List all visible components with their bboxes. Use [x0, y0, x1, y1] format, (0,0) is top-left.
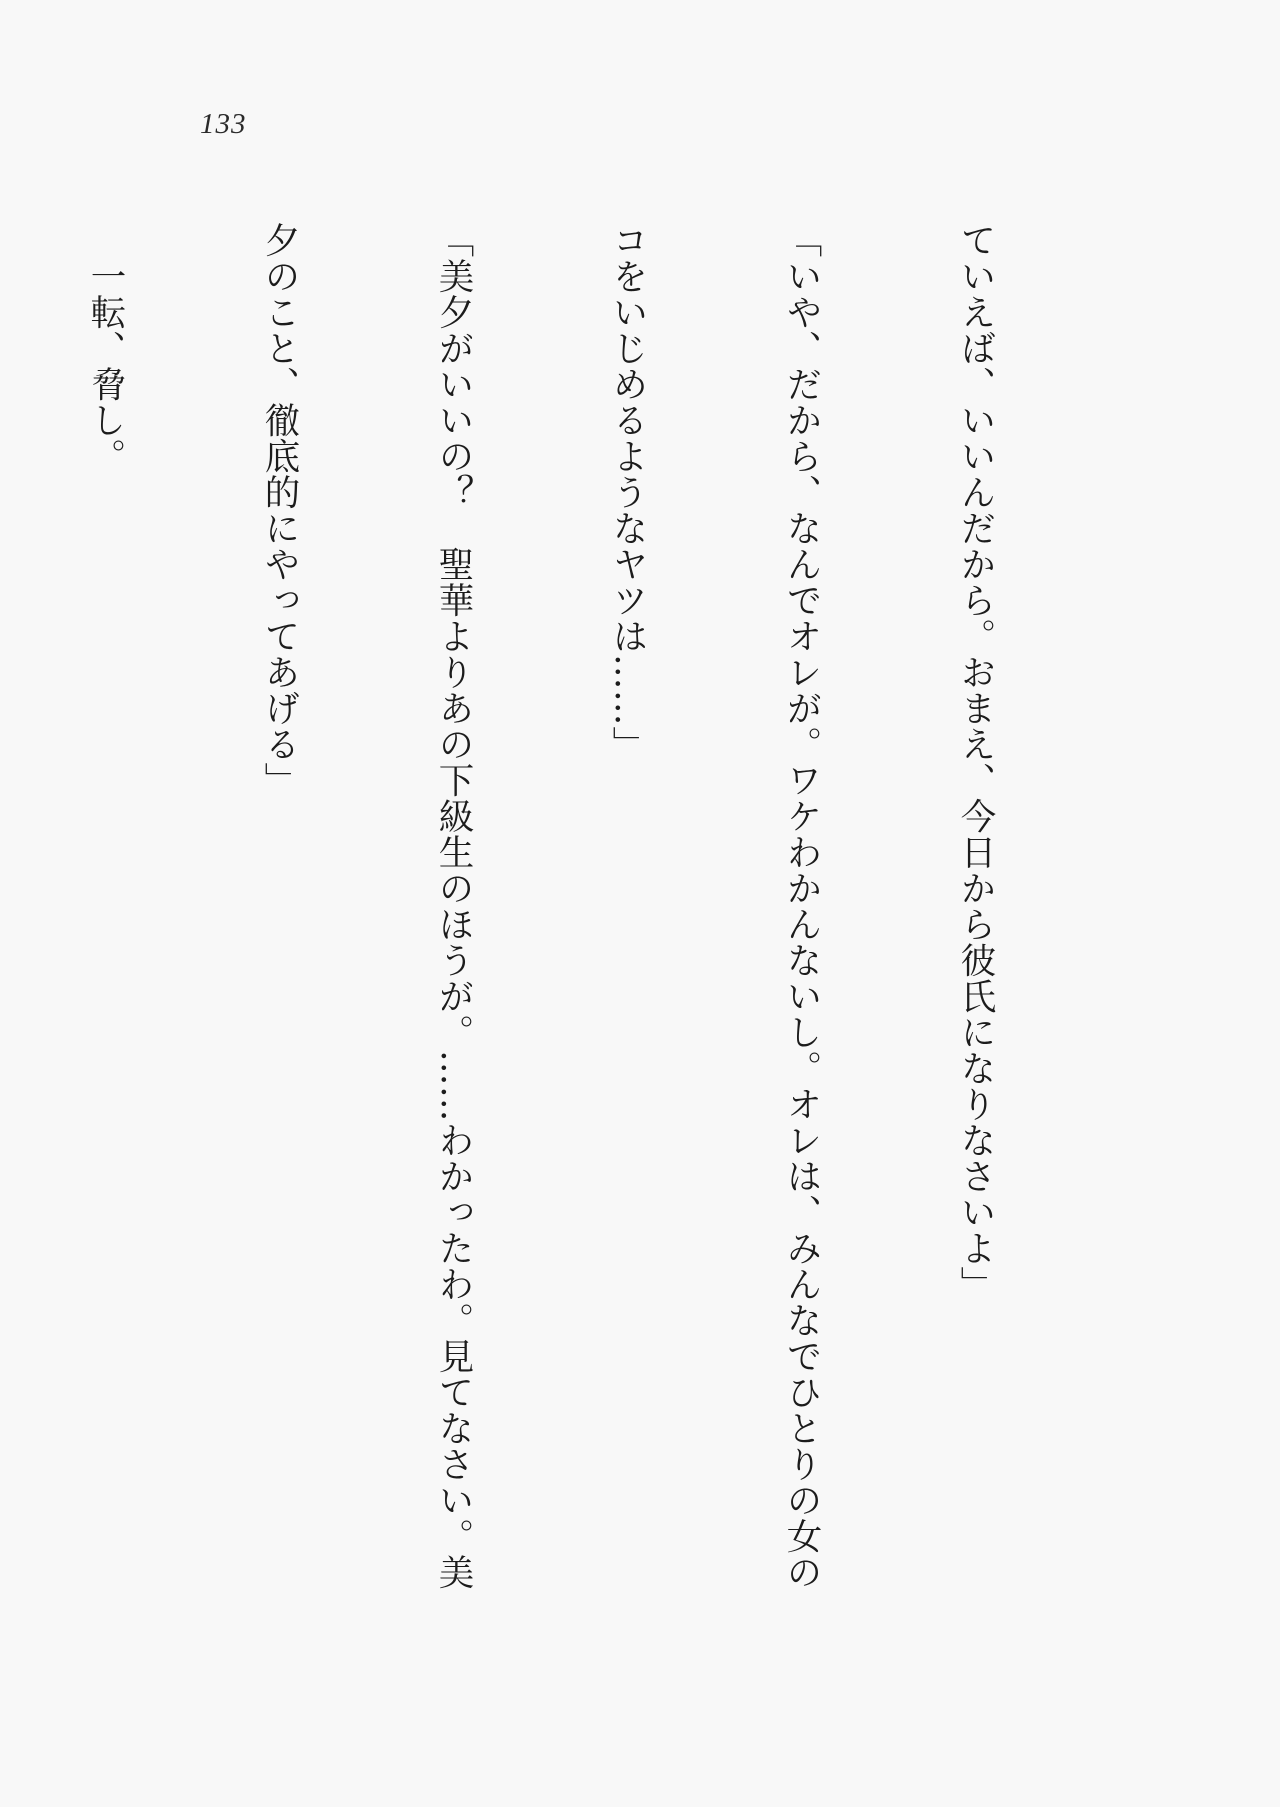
text-line: 「美夕がいいの？ 聖華よりあの下級生のほうが。……わかったわ。見てなさい。美 — [433, 222, 474, 1590]
vertical-text-body — [0, 222, 1120, 1652]
text-line: 「いや、だから、なんでオレが。ワケわかんないし。オレは、みんなでひとりの女の — [781, 222, 822, 1590]
text-line: コをいじめるようなヤツは……」 — [607, 222, 648, 762]
text-line: 夕のこと、徹底的にやってあげる」 — [259, 222, 300, 798]
text-line: ていえば、いいんだから。おまえ、今日から彼氏になりなさいよ」 — [955, 222, 996, 1302]
text-line: 一転、脅し。 — [85, 222, 126, 474]
page-number: 133 — [200, 108, 247, 140]
